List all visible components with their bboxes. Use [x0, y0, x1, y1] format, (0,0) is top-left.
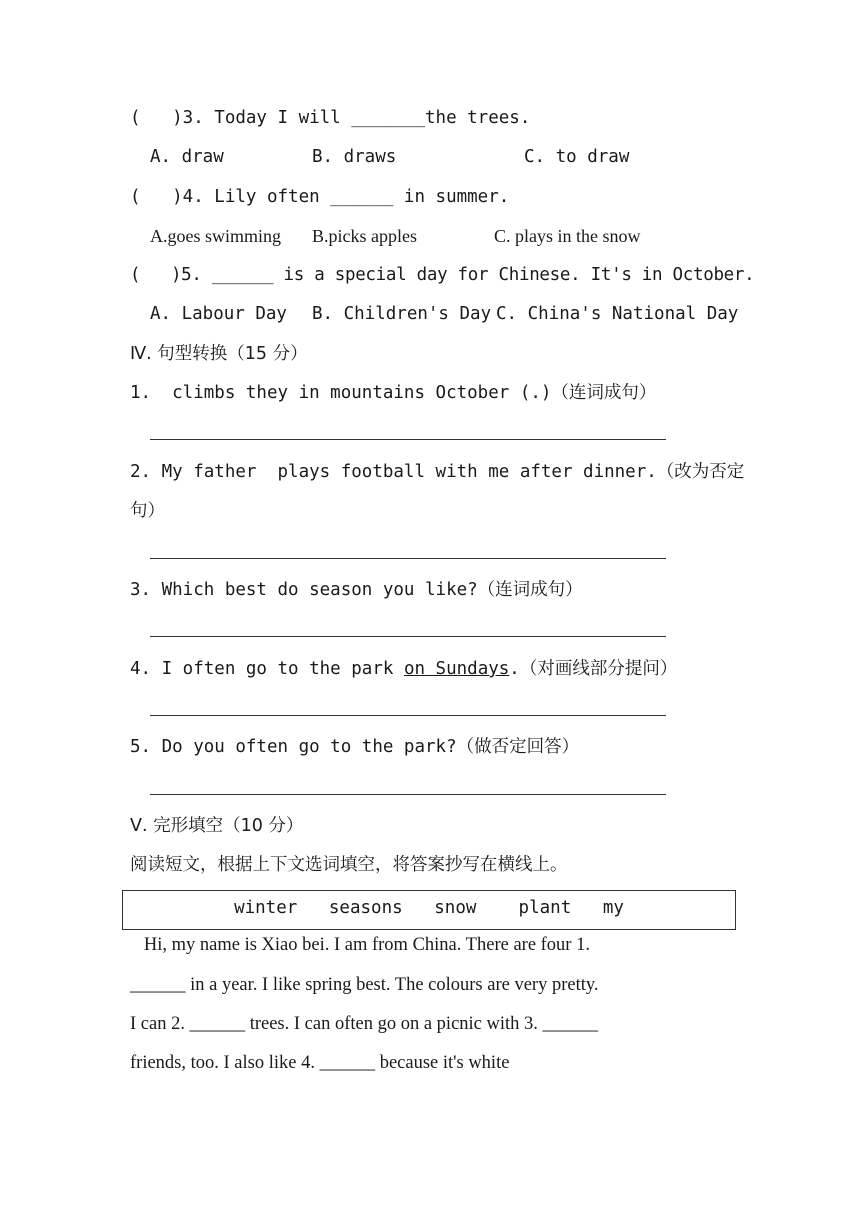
section-4-item-5: 5. Do you often go to the park?（做否定回答）	[130, 737, 580, 757]
answer-line-4[interactable]	[150, 715, 666, 716]
underlined-phrase: on Sundays	[403, 659, 510, 679]
answer-line-2[interactable]	[150, 558, 666, 559]
question-5-option-b: B. Children's Day	[312, 304, 492, 324]
word-bank-box	[122, 890, 736, 930]
section-4-item-2: 2. My father plays football with me after dinner.（改为否定	[130, 462, 745, 482]
question-5-option-c: C. China's National Day	[496, 304, 739, 324]
question-3-option-b: B. draws	[312, 147, 397, 167]
passage-line-3: I can 2. ______ trees. I can often go on a picnic with 3. ______	[130, 1014, 599, 1034]
question-4-option-c: C. plays in the snow	[494, 226, 641, 246]
question-4-option-a: A.goes swimming	[150, 226, 282, 246]
section-4-item-4-end: .（对画线部分提问）	[509, 659, 678, 679]
passage-line-4: friends, too. I also like 4. ______ because it's white	[130, 1053, 510, 1073]
section-4-heading: Ⅳ. 句型转换（15 分）	[130, 344, 308, 364]
question-4-stem: ( )4. Lily often ______ in summer.	[130, 187, 510, 207]
answer-line-5[interactable]	[150, 794, 666, 795]
question-3-stem: ( )3. Today I will _______the trees.	[130, 108, 531, 128]
section-4-item-3: 3. Which best do season you like?（连词成句）	[130, 580, 583, 600]
section-4-item-4	[130, 657, 677, 681]
section-4-item-1: 1. climbs they in mountains October (.)（连词成句）	[130, 383, 657, 403]
question-3-option-c: C. to draw	[524, 147, 630, 167]
section-5-instruction: 阅读短文，根据上下文选词填空，将答案抄写在横线上。	[130, 855, 568, 875]
question-3-option-a: A. draw	[150, 147, 224, 167]
passage-line-1: Hi, my name is Xiao bei. I am from China. There are four 1.	[130, 935, 590, 955]
section-4-item-2-continued: 句）	[130, 501, 165, 521]
answer-line-1[interactable]	[150, 439, 666, 440]
answer-line-3[interactable]	[150, 636, 666, 637]
passage-line-2: ______ in a year. I like spring best. The colours are very pretty.	[130, 975, 599, 995]
section-5-heading: Ⅴ. 完形填空（10 分）	[130, 816, 304, 836]
question-5-stem: ( )5. ______ is a special day for Chinese. It's in October.	[130, 265, 755, 285]
question-5-option-a: A. Labour Day	[150, 304, 287, 324]
section-4-item-4-start: 4. I often go to the park	[130, 659, 404, 679]
question-4-option-b: B.picks apples	[312, 226, 417, 246]
word-bank: winter seasons snow plant my	[234, 898, 624, 918]
